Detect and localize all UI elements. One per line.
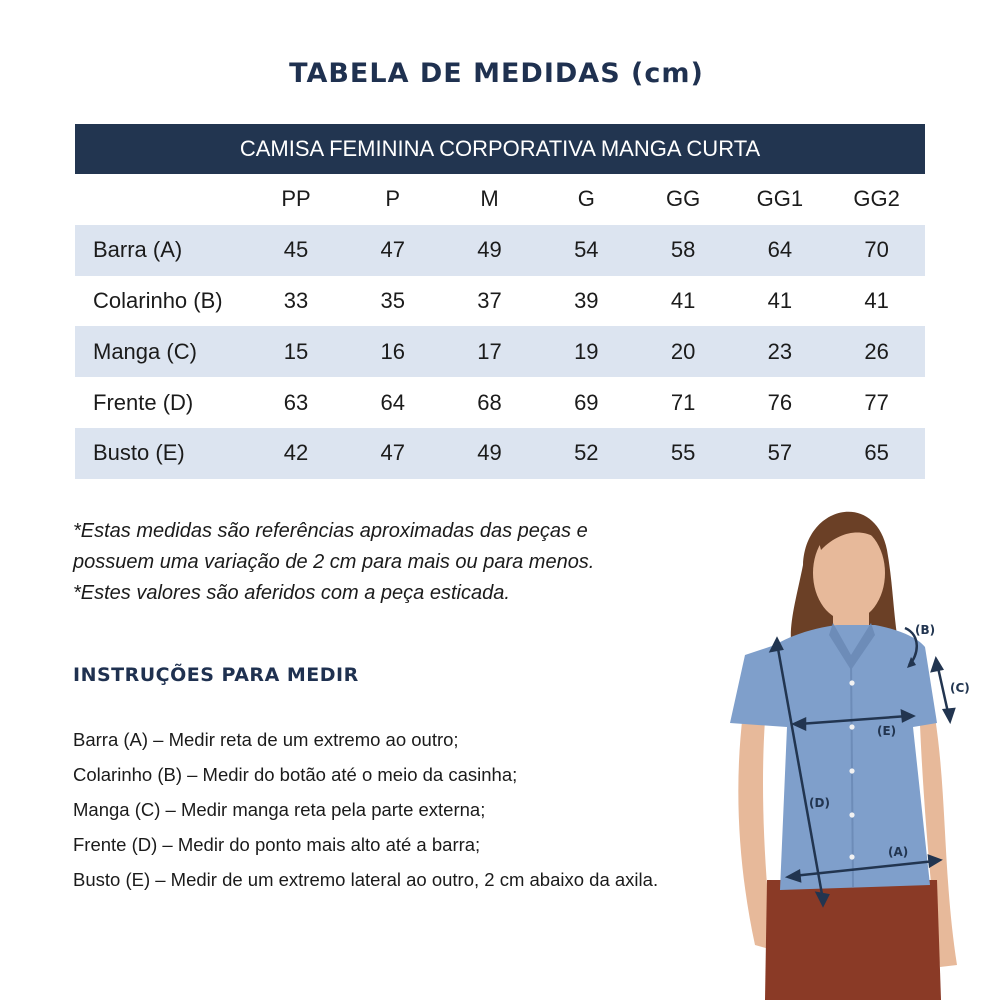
arrow-d-head [771,639,782,651]
table-row [75,428,925,479]
size-header: GG [665,186,701,212]
table-cell: 65 [864,440,889,466]
row-label: Barra (A) [93,237,183,263]
instruction-item: Barra (A) – Medir reta de um extremo ao outro; [73,729,459,750]
table-cell: 54 [574,237,599,263]
table-cell: 41 [670,287,696,313]
table-cell: 37 [477,287,502,313]
instruction-item: Frente (D) – Medir do ponto mais alto até a barra; [73,834,481,855]
table-cell: 71 [670,389,696,415]
table-row [75,326,925,377]
note-line: *Estas medidas são referências aproximadas das peças e [73,520,588,542]
label-e: (E) [877,724,897,738]
row-label: Manga (C) [93,338,197,364]
pants-shape [765,880,941,1000]
table-cell: 23 [767,338,793,364]
table-cell: 63 [283,389,309,415]
size-header: GG1 [756,186,804,212]
size-header: PP [281,186,311,212]
table-cell: 41 [767,287,793,313]
note-line: possuem uma variação de 2 cm para mais ou para menos. [73,551,595,573]
table-cell: 41 [864,287,889,313]
label-c: (C) [950,681,970,695]
shirt-button [849,724,854,729]
size-header: GG2 [853,186,900,212]
table-cell: 15 [283,338,309,364]
table-cell: 19 [574,338,599,364]
table-cell: 45 [283,237,309,263]
table-cell: 16 [380,338,406,364]
table-cell: 47 [380,237,406,263]
table-cell: 33 [283,287,309,313]
table-row [75,377,925,428]
table-cell: 68 [477,389,502,415]
label-d: (D) [809,796,830,810]
table-row [75,276,925,327]
arrow-c-head [944,709,954,721]
table-cell: 47 [380,440,406,466]
table-cell: 42 [283,440,309,466]
table-cell: 69 [574,389,599,415]
size-header: G [577,186,595,212]
shirt-button [849,812,854,817]
size-header: M [480,186,499,212]
table-cell: 58 [670,237,696,263]
shirt-button [849,768,854,773]
instructions-title: INSTRUÇÕES PARA MEDIR [73,664,359,686]
arrow-c-head [932,659,942,671]
table-cell: 20 [670,338,696,364]
size-header-row [75,174,925,225]
table-cell: 49 [477,440,502,466]
model-illustration [725,495,1000,1000]
page-title: TABELA DE MEDIDAS (cm) [289,58,704,89]
table-cell: 70 [864,237,889,263]
table-cell: 35 [380,287,406,313]
note-line: *Estes valores são aferidos com a peça esticada. [73,582,510,604]
shirt-button [849,854,854,859]
instructions-list [73,722,658,897]
shirt-button [849,680,854,685]
size-header: P [385,186,401,212]
table-cell: 57 [767,440,793,466]
instruction-item: Busto (E) – Medir de um extremo lateral ao outro, 2 cm abaixo da axila. [73,869,659,890]
row-label: Frente (D) [93,389,194,415]
table-cell: 76 [767,389,793,415]
table-cell: 26 [864,338,889,364]
size-table [75,124,925,479]
measurement-notes [73,516,594,609]
row-label: Colarinho (B) [93,287,223,313]
table-cell: 64 [380,389,406,415]
table-cell: 49 [477,237,502,263]
instruction-item: Manga (C) – Medir manga reta pela parte externa; [73,799,486,820]
label-b: (B) [915,623,936,637]
table-row [75,225,925,276]
table-cell: 52 [574,440,599,466]
table-cell: 77 [864,389,889,415]
table-cell: 17 [477,338,502,364]
model-figure [725,495,1000,1000]
table-header: CAMISA FEMININA CORPORATIVA MANGA CURTA [75,124,925,174]
table-cell: 64 [767,237,793,263]
table-cell: 55 [670,440,696,466]
row-label: Busto (E) [93,440,185,466]
label-a: (A) [888,845,909,859]
instruction-item: Colarinho (B) – Medir do botão até o meio da casinha; [73,764,518,785]
table-cell: 39 [574,287,599,313]
